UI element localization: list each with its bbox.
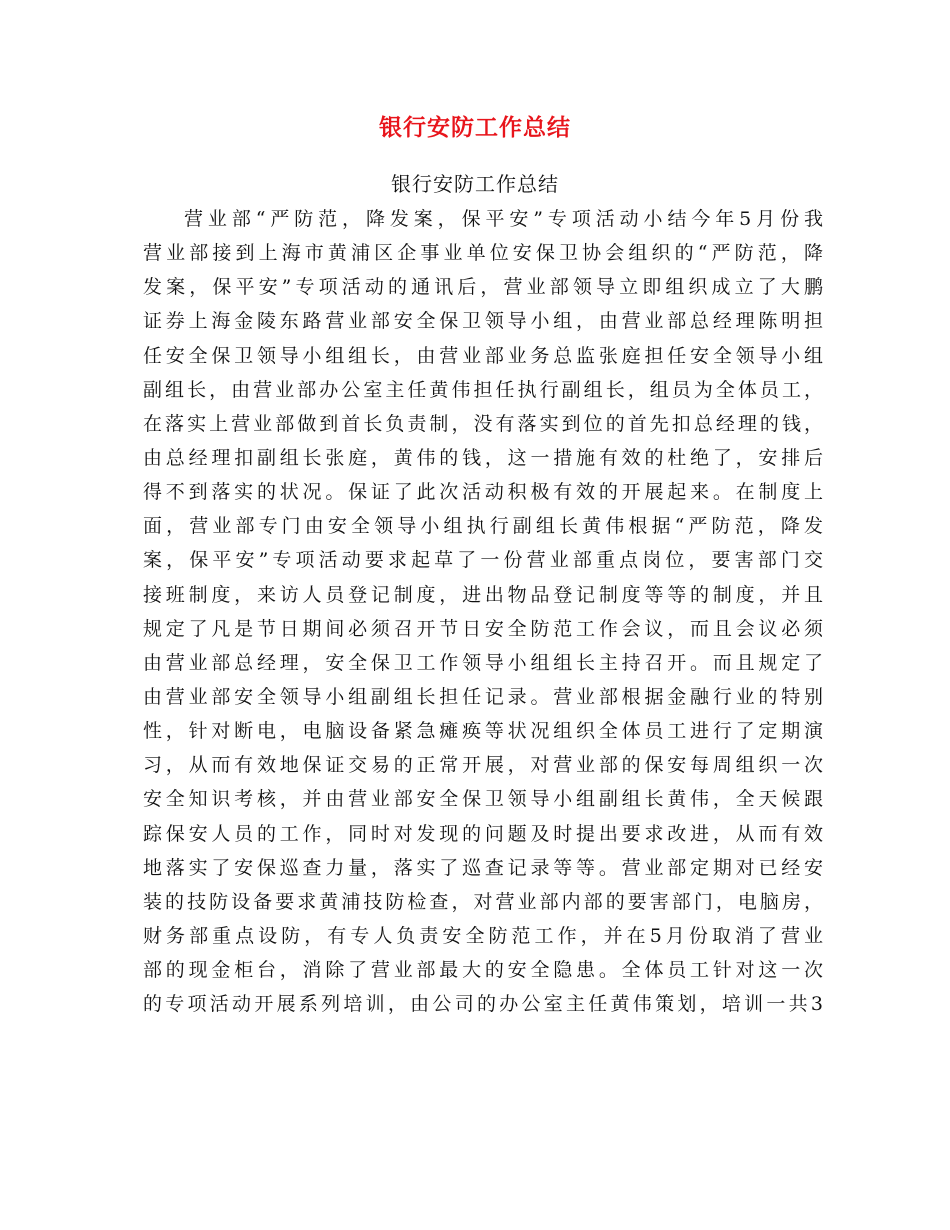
paragraph-line: 得不到落实的状况。保证了此次活动积极有效的开展起来。在制度上 <box>143 481 823 504</box>
paragraph-line: 在落实上营业部做到首长负责制，没有落实到位的首先扣总经理的钱， <box>143 412 823 435</box>
paragraph-line: 习，从而有效地保证交易的正常开展，对营业部的保安每周组织一次 <box>143 754 823 777</box>
paragraph-line: 营业部“严防范，降发案，保平安”专项活动小结今年5月份我 <box>184 208 823 230</box>
paragraph-line: 证券上海金陵东路营业部安全保卫领导小组，由营业部总经理陈明担 <box>143 310 823 333</box>
paragraph-line: 规定了凡是节日期间必须召开节日安全防范工作会议，而且会议必须 <box>143 617 823 640</box>
paragraph-line: 营业部接到上海市黄浦区企事业单位安保卫协会组织的“严防范，降 <box>143 242 823 265</box>
paragraph-line: 发案，保平安”专项活动的通讯后，营业部领导立即组织成立了大鹏 <box>143 276 823 299</box>
document-subtitle: 银行安防工作总结 <box>391 172 559 196</box>
paragraph-line: 任安全保卫领导小组组长，由营业部业务总监张庭担任安全领导小组 <box>143 344 823 367</box>
paragraph-line: 由总经理扣副组长张庭，黄伟的钱，这一措施有效的杜绝了，安排后 <box>143 446 823 469</box>
paragraph-line: 安全知识考核，并由营业部安全保卫领导小组副组长黄伟，全天候跟 <box>143 788 823 811</box>
paragraph-line: 财务部重点设防，有专人负责安全防范工作，并在5月份取消了营业 <box>143 924 823 947</box>
body-paragraph <box>143 202 823 1021</box>
paragraph-line: 部的现金柜台，消除了营业部最大的安全隐患。全体员工针对这一次 <box>143 959 823 982</box>
paragraph-line: 的专项活动开展系列培训，由公司的办公室主任黄伟策划，培训一共3 <box>143 993 823 1016</box>
paragraph-line: 装的技防设备要求黄浦技防检查，对营业部内部的要害部门，电脑房， <box>143 890 823 913</box>
paragraph-line: 由营业部总经理，安全保卫工作领导小组组长主持召开。而且规定了 <box>143 651 823 674</box>
paragraph-line: 性，针对断电，电脑设备紧急瘫痪等状况组织全体员工进行了定期演 <box>143 720 823 743</box>
paragraph-line: 副组长，由营业部办公室主任黄伟担任执行副组长，组员为全体员工， <box>143 378 823 401</box>
paragraph-line: 案，保平安”专项活动要求起草了一份营业部重点岗位，要害部门交 <box>143 549 823 572</box>
paragraph-line: 由营业部安全领导小组副组长担任记录。营业部根据金融行业的特别 <box>143 685 823 708</box>
paragraph-line: 踪保安人员的工作，同时对发现的问题及时提出要求改进，从而有效 <box>143 822 823 845</box>
paragraph-line: 面，营业部专门由安全领导小组执行副组长黄伟根据“严防范，降发 <box>143 515 823 538</box>
document-title: 银行安防工作总结 <box>379 114 571 141</box>
paragraph-line: 接班制度，来访人员登记制度，进出物品登记制度等等的制度，并且 <box>143 583 823 606</box>
paragraph-line: 地落实了安保巡查力量，落实了巡查记录等等。营业部定期对已经安 <box>143 856 823 879</box>
